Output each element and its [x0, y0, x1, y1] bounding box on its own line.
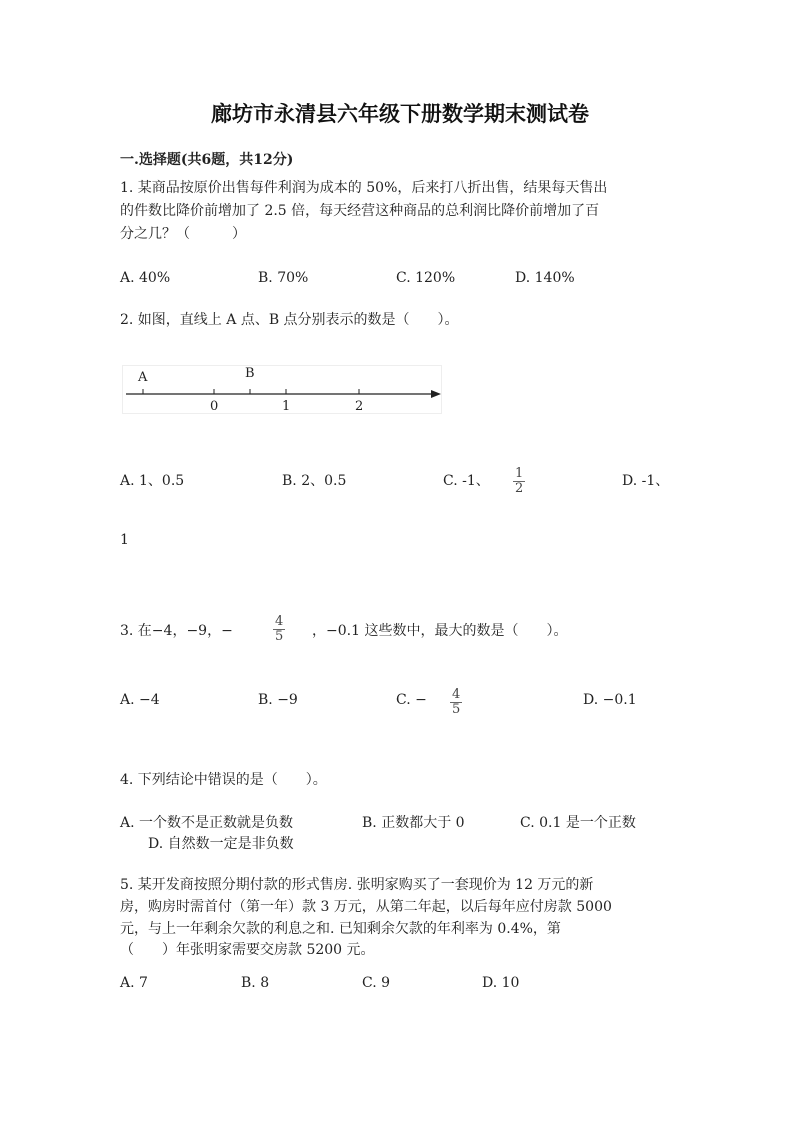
- q5-stem-line: 5. 某开发商按照分期付款的形式售房. 张明家购买了一套现价为 12 万元的新: [120, 877, 594, 893]
- q1-option-d: D. 140%: [515, 270, 575, 286]
- numerator: 4: [452, 687, 461, 702]
- numerator: 1: [515, 466, 524, 481]
- q1-option-c: C. 120%: [396, 270, 456, 286]
- denominator: 5: [275, 629, 284, 644]
- q4-option-c: C. 0.1 是一个正数: [520, 815, 636, 831]
- tick-label-1: 1: [282, 399, 291, 414]
- q1-option-b: B. 70%: [258, 270, 309, 286]
- denominator: 5: [452, 702, 461, 717]
- number-line-figure: [122, 365, 442, 414]
- q3-option-b: B. −9: [258, 692, 298, 708]
- numerator: 4: [275, 614, 284, 629]
- q2-option-b: B. 2、0.5: [282, 473, 347, 489]
- q5-option-a: A. 7: [120, 975, 148, 991]
- q4-stem: 4. 下列结论中错误的是（ ）。: [120, 772, 327, 788]
- q5-option-c: C. 9: [362, 975, 391, 991]
- q3-option-a: A. −4: [120, 692, 160, 708]
- q2-option-c: C. -1、: [443, 473, 490, 489]
- q4-option-b: B. 正数都大于 0: [362, 815, 465, 831]
- tick-label-0: 0: [210, 399, 219, 414]
- q5-option-d: D. 10: [482, 975, 520, 991]
- q3-stem-part1: 3. 在−4，−9，−: [120, 623, 233, 639]
- q3-option-d: D. −0.1: [583, 692, 637, 708]
- section-heading: 一.选择题(共6题，共12分): [120, 152, 294, 168]
- q1-stem-line: 分之几？（ ）: [120, 226, 246, 242]
- q1-stem-line: 的件数比降价前增加了 2.5 倍，每天经营这种商品的总利润比降价前增加了百: [120, 203, 600, 219]
- q1-stem-line: 1. 某商品按原价出售每件利润为成本的 50%，后来打八折出售，结果每天售出: [120, 180, 608, 196]
- q1-option-a: A. 40%: [120, 270, 171, 286]
- q2-stem: 2. 如图，直线上 A 点、B 点分别表示的数是（ ）。: [120, 312, 459, 328]
- q4-option-a: A. 一个数不是正数就是负数: [120, 815, 294, 831]
- arrow-icon: [431, 390, 441, 398]
- q2-option-d-continued: 1: [120, 532, 129, 548]
- tick-label-2: 2: [355, 399, 364, 414]
- q3-option-c-fraction: [450, 688, 462, 717]
- q5-option-b: B. 8: [241, 975, 270, 991]
- q5-stem-line: 房，购房时需首付（第一年）款 3 万元，从第二年起，以后每年应付房款 5000: [120, 899, 612, 915]
- q2-option-d: D. -1、: [622, 473, 670, 489]
- q3-fraction: [273, 615, 285, 644]
- denominator: 2: [515, 481, 524, 496]
- label-a: A: [138, 370, 148, 385]
- page-title: 廊坊市永清县六年级下册数学期末测试卷: [211, 101, 589, 126]
- q3-option-c: C. −: [396, 692, 427, 708]
- q2-option-c-fraction: [513, 467, 525, 496]
- label-b: B: [245, 366, 255, 381]
- q5-stem-line: （ ）年张明家需要交房款 5200 元。: [120, 942, 375, 958]
- q3-stem-part2: ，−0.1 这些数中，最大的数是（ ）。: [312, 623, 568, 639]
- q4-option-d: D. 自然数一定是非负数: [148, 836, 294, 852]
- q5-stem-line: 元，与上一年剩余欠款的利息之和. 已知剩余欠款的年利率为 0.4%，第: [120, 921, 561, 937]
- q2-option-a: A. 1、0.5: [120, 473, 185, 489]
